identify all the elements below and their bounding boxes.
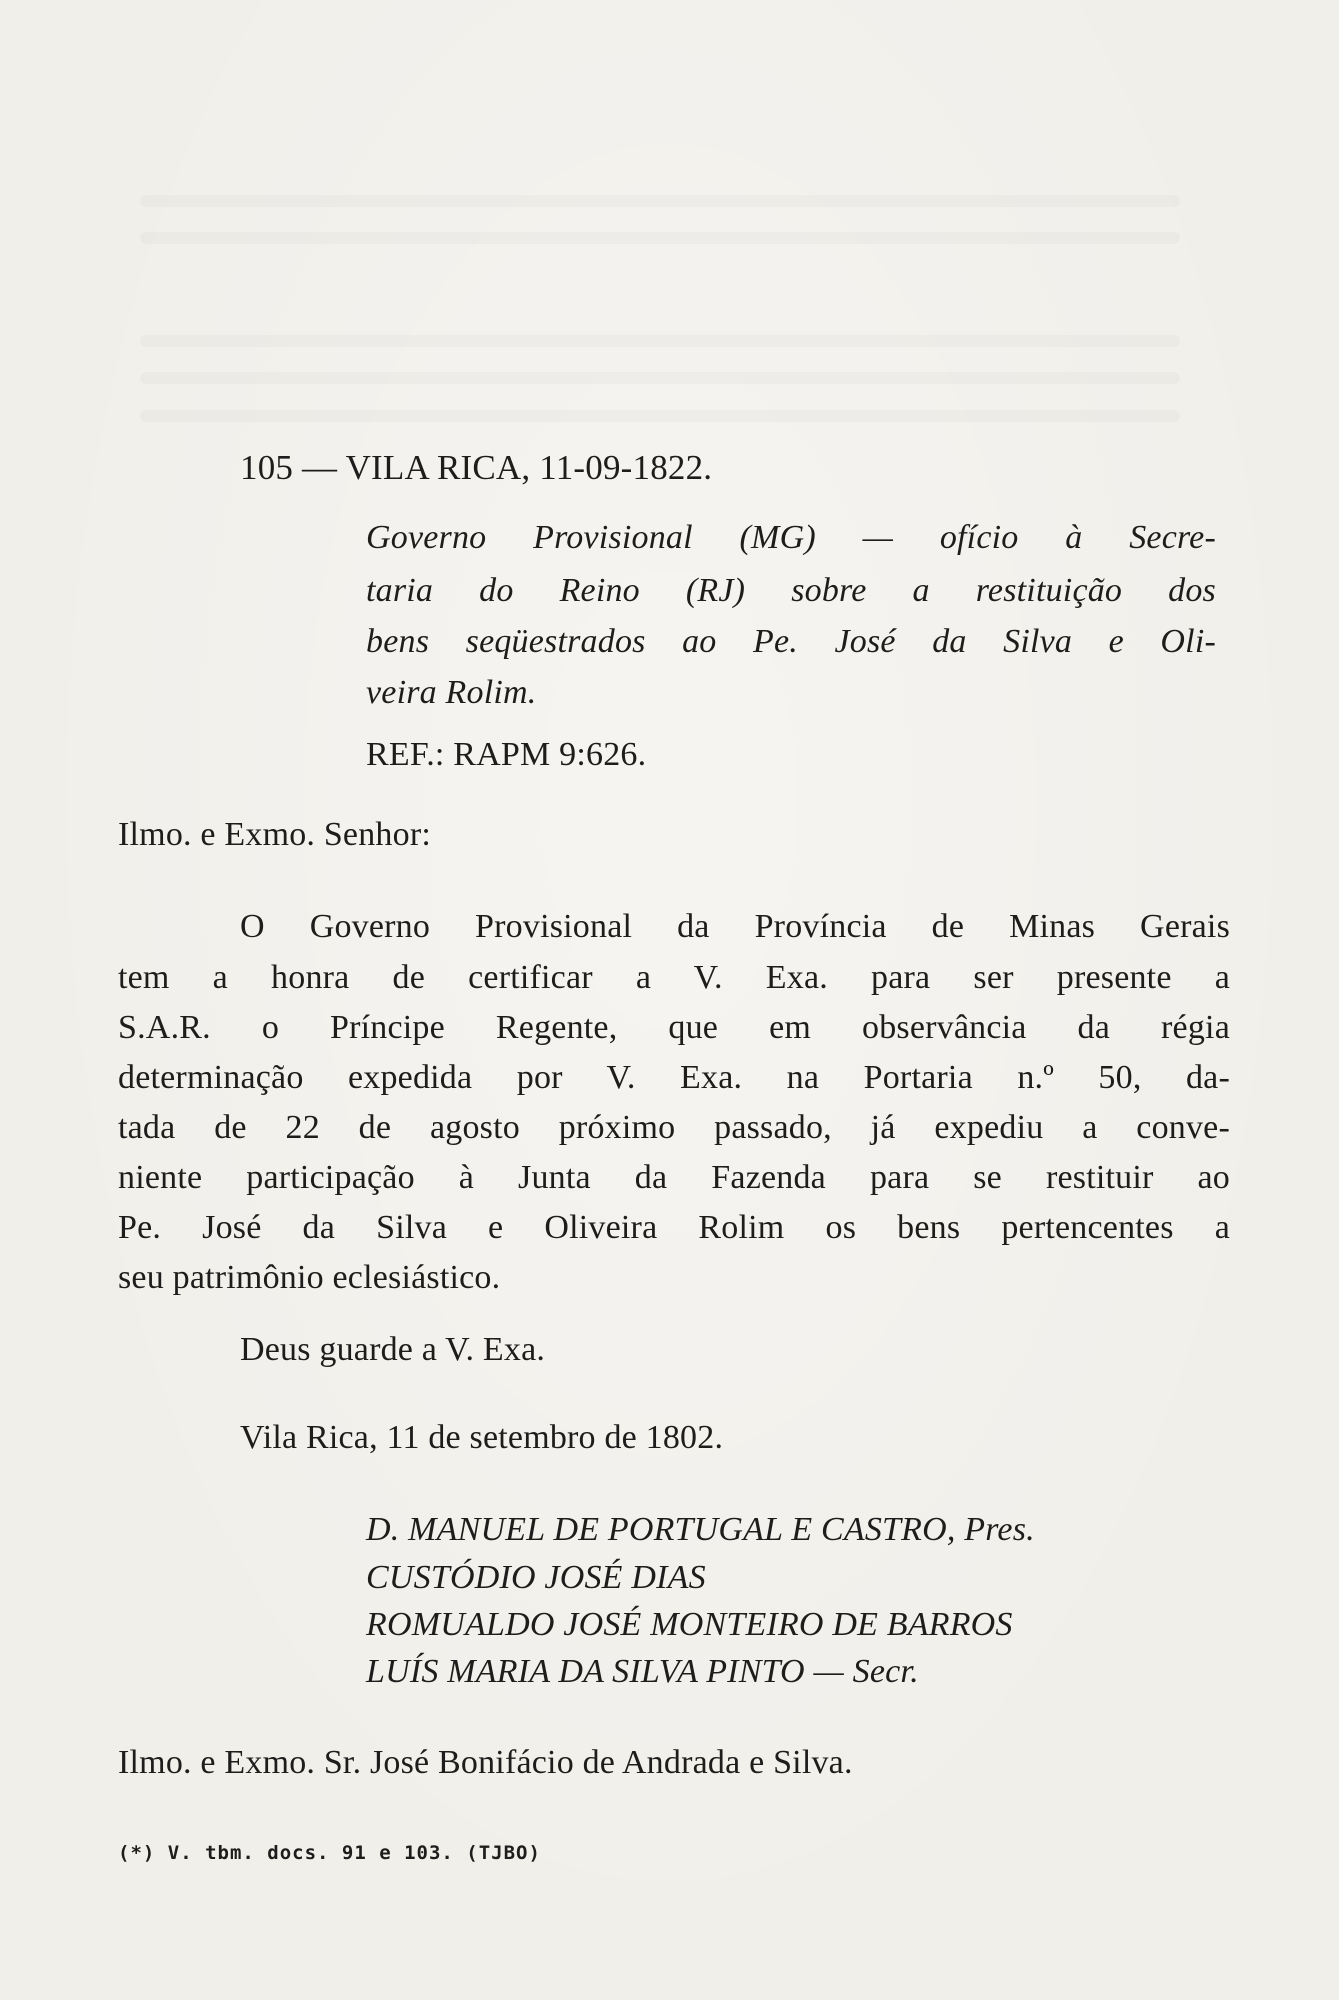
signatory: LUÍS MARIA DA SILVA PINTO — Secr. [366, 1653, 919, 1690]
body-line: Pe. José da Silva e Oliveira Rolim os bens pertencentes a [118, 1209, 1230, 1246]
body-line: determinação expedida por V. Exa. na Portaria n.º 50, da- [118, 1059, 1230, 1096]
bleed-through-shadow [140, 195, 1180, 207]
footnote: (*) V. tbm. docs. 91 e 103. (TJBO) [118, 1842, 541, 1864]
bleed-through-shadow [140, 232, 1180, 244]
summary-line: veira Rolim. [366, 674, 537, 711]
bleed-through-shadow [140, 335, 1180, 347]
body-line: tem a honra de certificar a V. Exa. para ser presente a [118, 959, 1230, 996]
signatory: D. MANUEL DE PORTUGAL E CASTRO, Pres. [366, 1511, 1035, 1548]
addressee: Ilmo. e Exmo. Sr. José Bonifácio de Andrada e Silva. [118, 1744, 853, 1781]
summary-line: taria do Reino (RJ) sobre a restituição dos [366, 572, 1216, 609]
reference-citation: REF.: RAPM 9:626. [366, 736, 647, 773]
salutation: Ilmo. e Exmo. Senhor: [118, 816, 431, 853]
body-line: S.A.R. o Príncipe Regente, que em observância da régia [118, 1009, 1230, 1046]
closing-formula: Deus guarde a V. Exa. [240, 1331, 546, 1368]
bleed-through-shadow [140, 410, 1180, 422]
signatory: ROMUALDO JOSÉ MONTEIRO DE BARROS [366, 1606, 1013, 1643]
signatory: CUSTÓDIO JOSÉ DIAS [366, 1559, 706, 1596]
body-line: tada de 22 de agosto próximo passado, já expediu a conve- [118, 1109, 1230, 1146]
document-heading: 105 — VILA RICA, 11-09-1822. [240, 448, 713, 487]
summary-line: bens seqüestrados ao Pe. José da Silva e Oli- [366, 623, 1216, 660]
body-line: O Governo Provisional da Província de Minas Gerais [240, 908, 1230, 945]
body-line: niente participação à Junta da Fazenda para se restituir ao [118, 1159, 1230, 1196]
body-line: seu patrimônio eclesiástico. [118, 1259, 501, 1296]
place-and-date: Vila Rica, 11 de setembro de 1802. [240, 1419, 724, 1456]
bleed-through-shadow [140, 372, 1180, 384]
summary-line: Governo Provisional (MG) — ofício à Secre- [366, 519, 1216, 556]
